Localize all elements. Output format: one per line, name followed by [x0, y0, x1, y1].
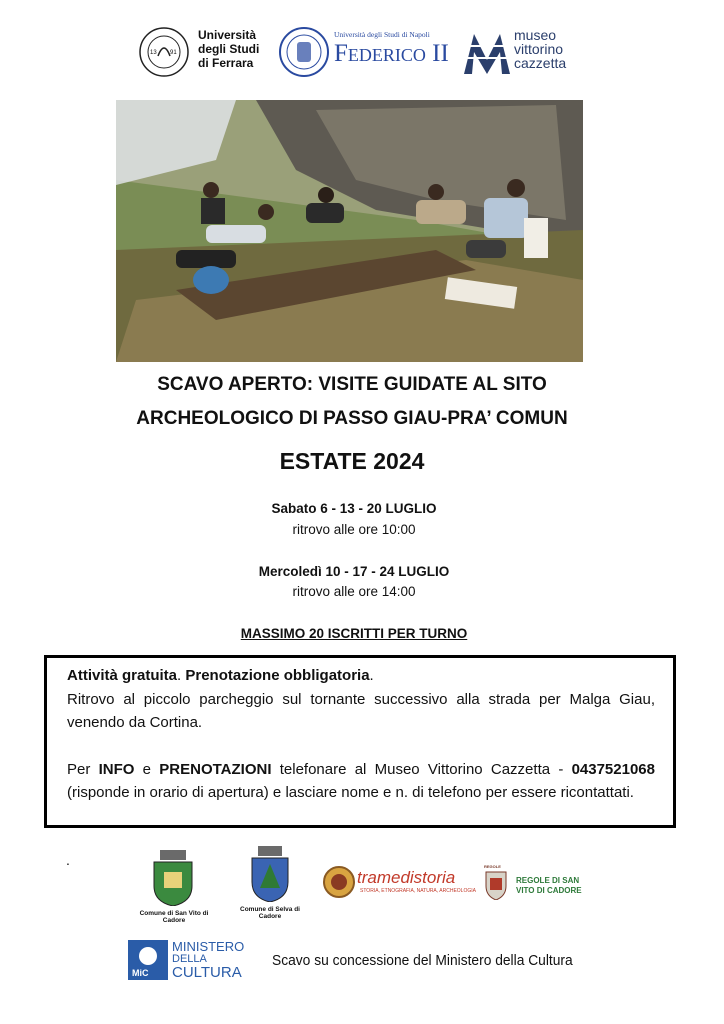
info-box — [44, 655, 676, 828]
and-text: e — [134, 760, 160, 778]
booking-required: Prenotazione obbligatoria — [185, 667, 370, 684]
museo-line2: vittorino — [514, 41, 564, 57]
san-vito-crest-icon — [150, 850, 196, 906]
museo-line1: museo — [514, 27, 557, 43]
mic-line3: CULTURA — [172, 964, 242, 981]
unina-main-text: Federico II — [334, 40, 449, 67]
unife-logo — [138, 24, 278, 80]
mic-line1: MINISTERO — [172, 939, 245, 954]
schedule-saturday-meeting: ritrovo alle ore 10:00 — [292, 522, 416, 537]
end-dot: . — [369, 667, 374, 684]
heading-line1: SCAVO APERTO: VISITE GUIDATE AL SITO — [157, 374, 547, 395]
per-text: Per — [67, 760, 99, 778]
regole-line1: REGOLE DI SAN — [516, 876, 580, 885]
unina-seal-icon — [278, 26, 330, 78]
unife-line3: di Ferrara — [198, 56, 254, 70]
mic-line2: DELLA — [172, 953, 207, 965]
stray-dot: . — [66, 852, 70, 868]
phone-intro: telefonare al Museo Vittorino Cazzetta - — [271, 760, 572, 778]
schedule-wednesday-meeting: ritrovo alle ore 14:00 — [292, 584, 416, 599]
heading-season: ESTATE 2024 — [279, 448, 425, 474]
regole-badge-text: REGOLE — [484, 864, 501, 869]
footer-text: Scavo su concessione del Ministero della Cultura — [272, 952, 573, 969]
unina-logo — [278, 24, 448, 80]
seal-year-left: 13 — [150, 50, 157, 56]
info-word: INFO — [98, 760, 135, 778]
museo-logo — [462, 28, 592, 78]
seal-year-right: 91 — [170, 50, 177, 56]
regole-text — [516, 876, 582, 896]
participant-limit: MASSIMO 20 ISCRITTI PER TURNO — [240, 626, 468, 641]
regole-crest-icon — [484, 866, 508, 900]
unina-top-text: Università degli Studi di Napoli — [334, 30, 430, 39]
trame-icon — [323, 866, 355, 898]
trame-subtitle: STORIA, ETNOGRAFIA, NATURA, ARCHEOLOGIA — [360, 888, 476, 894]
selva-crest-icon — [250, 846, 290, 902]
schedule-wednesday-days: Mercoledì 10 - 17 - 24 LUGLIO — [258, 564, 450, 579]
heading-line2: ARCHEOLOGICO DI PASSO GIAU-PRA’ COMUN — [136, 408, 568, 429]
free-activity: Attività gratuita — [67, 667, 178, 684]
sep: . — [177, 667, 186, 684]
museo-m-icon — [462, 30, 512, 76]
schedule-saturday-days: Sabato 6 - 13 - 20 LUGLIO — [271, 501, 437, 516]
phone-number[interactable]: 0437521068 — [571, 760, 655, 778]
unife-line2: degli Studi — [198, 42, 260, 56]
san-vito-label: Comune di San Vito di Cadore — [139, 910, 209, 924]
selva-label: Comune di Selva di Cadore — [240, 906, 300, 920]
mic-badge: MiC — [132, 968, 149, 978]
museo-line3: cazzetta — [514, 55, 567, 71]
contact-rest: (risponde in orario di apertura) e lasciare nome e n. di telefono per essere ricontattati. — [67, 784, 634, 801]
booking-word: PRENOTAZIONI — [159, 760, 272, 778]
mic-logo — [128, 940, 248, 982]
regole-line2: VITO DI CADORE — [516, 886, 582, 895]
trame-name: tramedistoria — [357, 868, 456, 887]
meeting-point-text: Ritrovo al piccolo parcheggio sul tornante successivo alla strada per Malga Giau, venendo da Cortina. — [67, 690, 655, 731]
unife-line1: Università — [198, 28, 257, 42]
unife-seal-icon — [138, 26, 190, 78]
excavation-photo — [116, 100, 583, 362]
